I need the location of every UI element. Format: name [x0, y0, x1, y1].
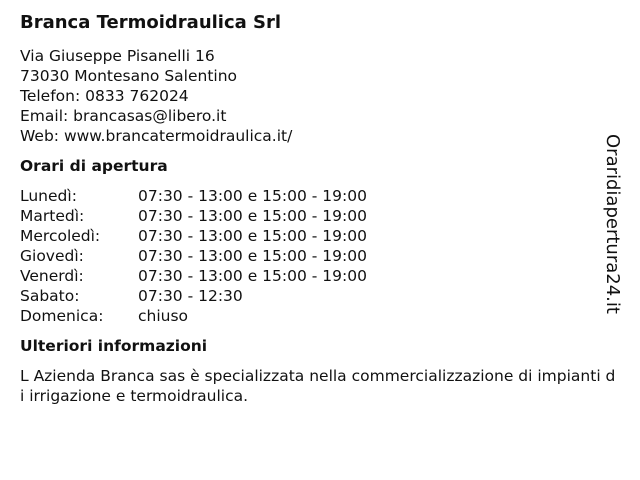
hours-row-saturday: [20, 286, 620, 306]
day-label: Sabato:: [20, 287, 80, 305]
day-hours: 07:30 - 13:00 e 15:00 - 19:00: [138, 227, 367, 245]
phone-line: Telefon: 0833 762024: [20, 87, 189, 105]
day-label: Martedì:: [20, 207, 85, 225]
more-info-text: L Azienda Branca sas è specializzata nella commercializzazione di impianti di irrigazione e termoidraulica.: [20, 367, 616, 405]
company-name: Branca Termoidraulica Srl: [20, 12, 282, 33]
more-info-section: [20, 336, 620, 406]
day-label: Giovedì:: [20, 247, 84, 265]
day-hours: 07:30 - 13:00 e 15:00 - 19:00: [138, 207, 367, 225]
day-label: Lunedì:: [20, 187, 77, 205]
email-line: Email: brancasas@libero.it: [20, 107, 227, 125]
day-hours: 07:30 - 13:00 e 15:00 - 19:00: [138, 247, 367, 265]
day-label: Mercoledì:: [20, 227, 101, 245]
address-street: Via Giuseppe Pisanelli 16: [20, 47, 215, 65]
web-line: Web: www.brancatermoidraulica.it/: [20, 127, 293, 145]
day-hours: chiuso: [138, 307, 189, 325]
hours-row-wednesday: [20, 226, 620, 246]
day-hours: 07:30 - 12:30: [138, 287, 243, 305]
hours-row-sunday: [20, 306, 620, 326]
hours-row-monday: [20, 186, 620, 206]
opening-hours-heading: Orari di apertura: [20, 157, 168, 175]
day-label: Venerdì:: [20, 267, 84, 285]
opening-hours-table: [20, 186, 620, 326]
opening-hours-section: [20, 156, 620, 326]
hours-row-thursday: [20, 246, 620, 266]
day-hours: 07:30 - 13:00 e 15:00 - 19:00: [138, 187, 367, 205]
address-city: 73030 Montesano Salentino: [20, 67, 238, 85]
hours-row-tuesday: [20, 206, 620, 226]
company-card: [20, 10, 620, 406]
more-info-heading: Ulteriori informazioni: [20, 337, 208, 355]
day-label: Domenica:: [20, 307, 104, 325]
hours-row-friday: [20, 266, 620, 286]
day-hours: 07:30 - 13:00 e 15:00 - 19:00: [138, 267, 367, 285]
contact-block: [20, 46, 620, 146]
site-watermark: Oraridiapertura24.it: [602, 134, 623, 314]
